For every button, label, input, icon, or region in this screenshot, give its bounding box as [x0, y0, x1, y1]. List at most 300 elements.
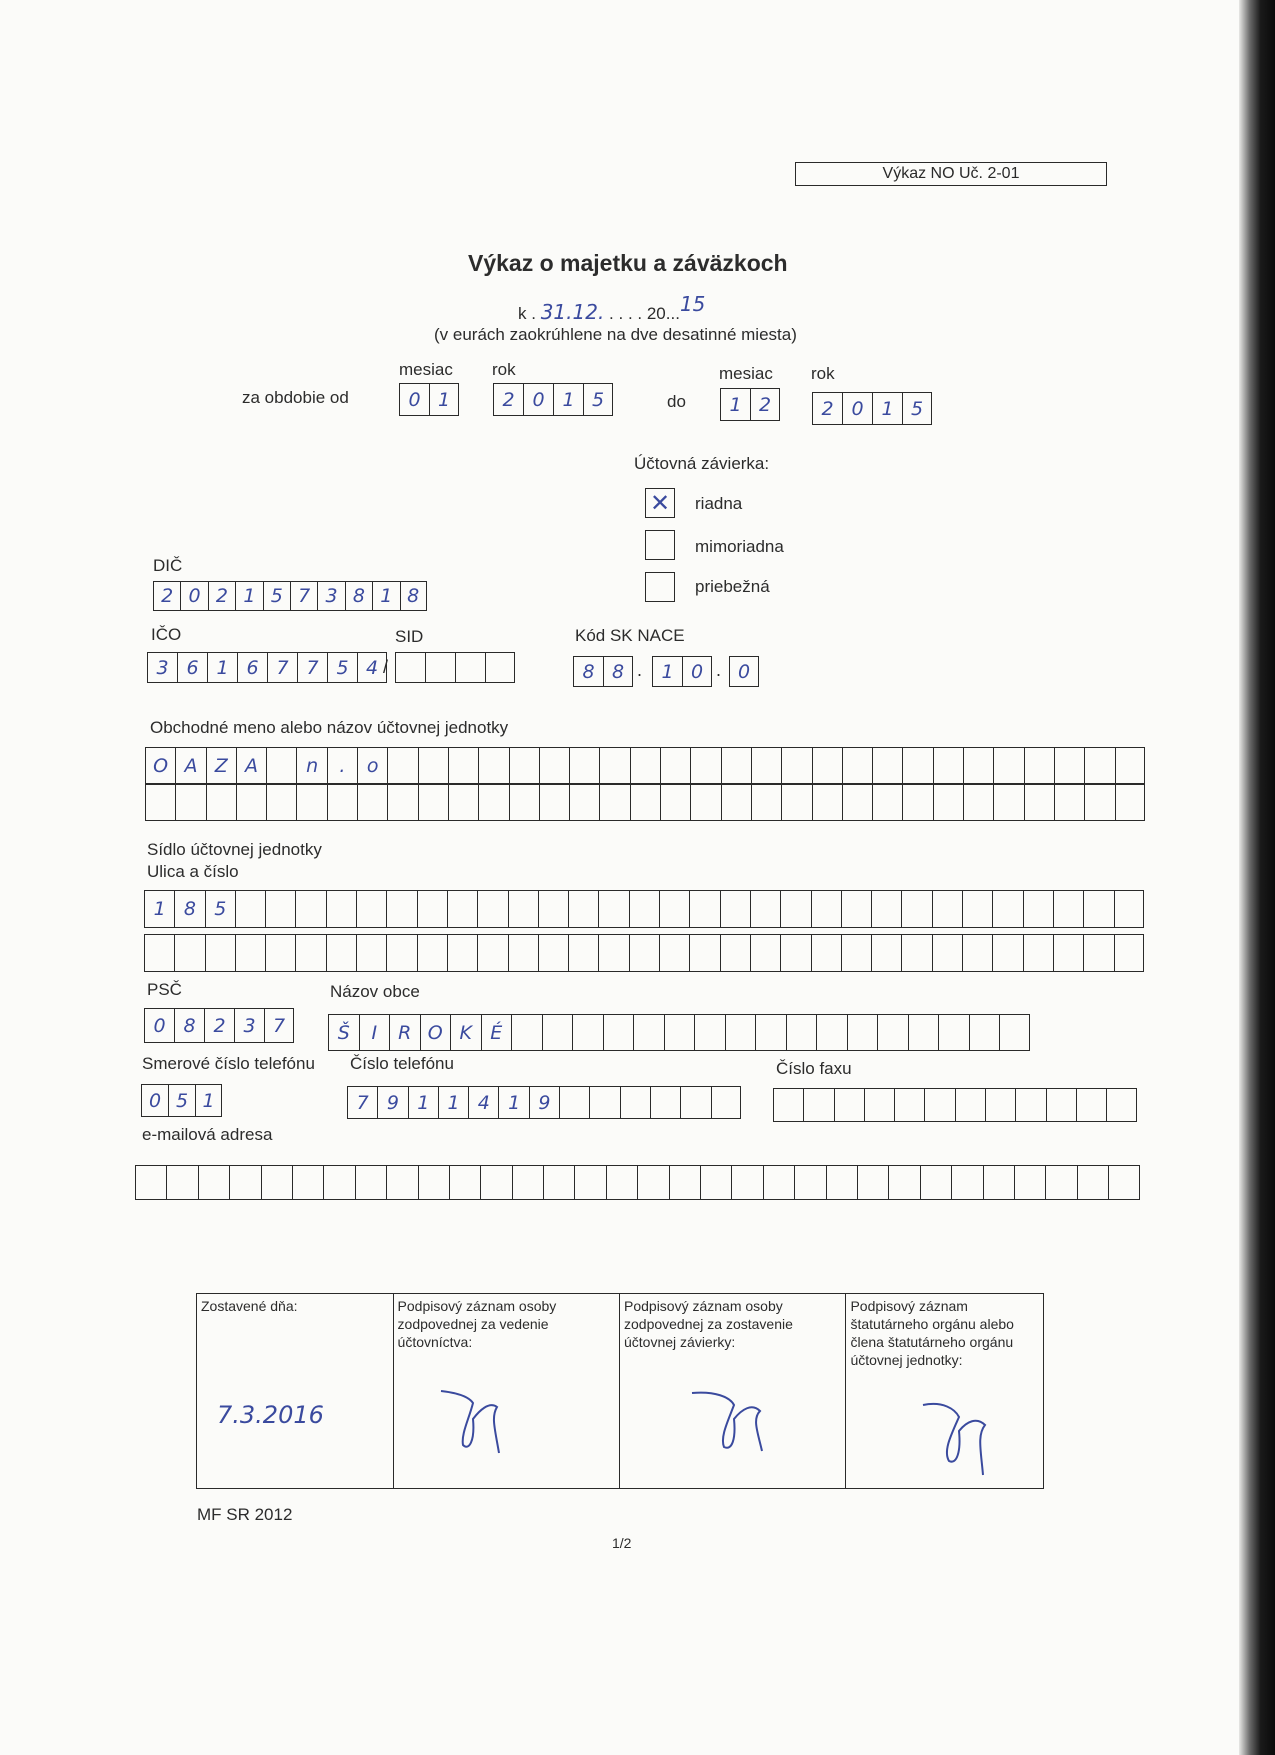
input-cell[interactable] — [901, 890, 931, 928]
input-cell[interactable]: 0 — [144, 1008, 174, 1043]
input-cell[interactable] — [920, 1165, 951, 1200]
input-cell[interactable] — [235, 890, 265, 928]
input-cell[interactable] — [951, 1165, 982, 1200]
input-cell[interactable] — [689, 934, 719, 972]
input-cell[interactable] — [205, 934, 235, 972]
phone-number-label: Číslo telefónu — [350, 1054, 454, 1073]
input-cell[interactable] — [1076, 1088, 1106, 1122]
input-cell[interactable]: A — [175, 747, 205, 784]
input-cell[interactable] — [198, 1165, 229, 1200]
input-cell[interactable]: 9 — [377, 1086, 407, 1119]
input-cell[interactable] — [478, 747, 508, 784]
input-cell[interactable] — [721, 747, 751, 784]
input-cell[interactable]: 0 — [729, 656, 759, 687]
input-cell[interactable]: 0 — [399, 383, 429, 416]
input-cell[interactable]: 5 — [902, 392, 932, 425]
input-cell[interactable] — [962, 934, 992, 972]
closing-option-riadna-label: riadna — [695, 494, 743, 513]
input-cell[interactable]: I — [359, 1014, 390, 1051]
input-cell[interactable] — [386, 1165, 417, 1200]
input-cell[interactable] — [720, 890, 750, 928]
input-cell[interactable] — [711, 1086, 741, 1119]
signature-statutory-cell — [846, 1294, 1043, 1488]
input-cell[interactable] — [924, 1088, 954, 1122]
input-cell[interactable] — [326, 934, 356, 972]
input-cell[interactable] — [720, 934, 750, 972]
input-cell[interactable] — [326, 890, 356, 928]
input-cell[interactable]: 1 — [144, 890, 174, 928]
nace-grid-part1[interactable] — [573, 656, 633, 687]
input-cell[interactable] — [175, 784, 205, 821]
input-cell[interactable]: K — [450, 1014, 481, 1051]
input-cell[interactable]: 5 — [583, 383, 613, 416]
input-cell[interactable] — [690, 784, 720, 821]
input-cell[interactable]: 2 — [208, 581, 235, 611]
input-cell[interactable]: 7 — [267, 652, 297, 683]
input-cell[interactable] — [606, 1165, 637, 1200]
input-cell[interactable]: É — [481, 1014, 512, 1051]
input-cell[interactable] — [539, 784, 569, 821]
input-cell[interactable] — [599, 784, 629, 821]
input-cell[interactable] — [725, 1014, 756, 1051]
city-grid[interactable] — [328, 1014, 1030, 1051]
signature-mark — [439, 1389, 519, 1459]
input-cell[interactable] — [680, 1086, 710, 1119]
input-cell[interactable]: 1 — [498, 1086, 528, 1119]
input-cell[interactable] — [763, 1165, 794, 1200]
closing-option-priebezna-checkbox[interactable] — [645, 572, 675, 602]
nace-grid-part3[interactable] — [729, 656, 759, 687]
input-cell[interactable] — [357, 784, 387, 821]
street-row-2[interactable] — [144, 934, 1144, 972]
input-cell[interactable] — [574, 1165, 605, 1200]
input-cell[interactable] — [750, 934, 780, 972]
input-cell[interactable] — [894, 1088, 924, 1122]
input-cell[interactable] — [206, 784, 236, 821]
input-cell[interactable]: 3 — [234, 1008, 264, 1043]
input-cell[interactable] — [589, 1086, 619, 1119]
input-cell[interactable] — [296, 784, 326, 821]
input-cell[interactable] — [261, 1165, 292, 1200]
input-cell[interactable] — [755, 1014, 786, 1051]
input-cell[interactable] — [229, 1165, 260, 1200]
input-cell[interactable] — [511, 1014, 542, 1051]
input-cell[interactable] — [660, 747, 690, 784]
input-cell[interactable] — [650, 1086, 680, 1119]
input-cell[interactable] — [386, 890, 416, 928]
input-cell[interactable] — [834, 1088, 864, 1122]
input-cell[interactable] — [568, 934, 598, 972]
input-cell[interactable] — [174, 934, 204, 972]
input-cell[interactable] — [508, 890, 538, 928]
input-cell[interactable] — [266, 747, 296, 784]
input-cell[interactable] — [794, 1165, 825, 1200]
compiled-date-cell — [197, 1294, 394, 1488]
input-cell[interactable] — [751, 747, 781, 784]
input-cell[interactable]: O — [145, 747, 175, 784]
input-cell[interactable] — [955, 1088, 985, 1122]
input-cell[interactable]: 0 — [523, 383, 553, 416]
input-cell[interactable]: 1 — [235, 581, 262, 611]
closing-option-riadna-checkbox[interactable] — [645, 488, 675, 518]
input-cell[interactable] — [135, 1165, 166, 1200]
input-cell[interactable] — [166, 1165, 197, 1200]
fax-grid[interactable] — [773, 1088, 1137, 1122]
from-month-grid[interactable] — [399, 383, 459, 416]
input-cell[interactable]: 3 — [147, 652, 177, 683]
input-cell[interactable] — [847, 1014, 878, 1051]
input-cell[interactable]: 1 — [429, 383, 459, 416]
input-cell[interactable] — [559, 1086, 589, 1119]
input-cell[interactable]: 8 — [174, 1008, 204, 1043]
input-cell[interactable] — [1108, 1165, 1139, 1200]
input-cell[interactable]: 5 — [205, 890, 235, 928]
input-cell[interactable] — [629, 934, 659, 972]
input-cell[interactable] — [841, 890, 871, 928]
input-cell[interactable] — [938, 1014, 969, 1051]
input-cell[interactable] — [901, 934, 931, 972]
input-cell[interactable] — [1084, 747, 1114, 784]
input-cell[interactable]: . — [327, 747, 357, 784]
input-cell[interactable] — [871, 934, 901, 972]
input-cell[interactable]: 1 — [872, 392, 902, 425]
input-cell[interactable] — [569, 784, 599, 821]
year-label-from: rok — [492, 360, 516, 379]
input-cell[interactable] — [356, 934, 386, 972]
input-cell[interactable] — [448, 747, 478, 784]
input-cell[interactable] — [669, 1165, 700, 1200]
input-cell[interactable] — [478, 784, 508, 821]
input-cell[interactable]: 6 — [237, 652, 267, 683]
input-cell[interactable] — [816, 1014, 847, 1051]
input-cell[interactable] — [387, 747, 417, 784]
ico-label: IČO — [151, 625, 182, 644]
input-cell[interactable] — [660, 784, 690, 821]
input-cell[interactable] — [933, 784, 963, 821]
input-cell[interactable] — [1106, 1088, 1136, 1122]
input-cell[interactable] — [812, 747, 842, 784]
input-cell[interactable]: 1 — [720, 388, 750, 421]
input-cell[interactable] — [992, 890, 1022, 928]
input-cell[interactable] — [1054, 747, 1084, 784]
input-cell[interactable] — [387, 784, 417, 821]
input-cell[interactable] — [144, 934, 174, 972]
input-cell[interactable] — [983, 1165, 1014, 1200]
input-cell[interactable] — [538, 934, 568, 972]
input-cell[interactable] — [448, 784, 478, 821]
input-cell[interactable]: 9 — [529, 1086, 559, 1119]
k-value: 31.12. — [540, 300, 605, 324]
compiled-date-value: 7.3.2016 — [217, 1401, 324, 1429]
seat-label: Sídlo účtovnej jednotky — [147, 840, 322, 859]
input-cell[interactable] — [842, 784, 872, 821]
input-cell[interactable] — [603, 1014, 634, 1051]
input-cell[interactable] — [1054, 784, 1084, 821]
input-cell[interactable] — [689, 890, 719, 928]
name-row-1[interactable] — [145, 747, 1145, 784]
input-cell[interactable] — [811, 934, 841, 972]
input-cell[interactable]: 2 — [153, 581, 180, 611]
ico-grid[interactable] — [147, 652, 387, 683]
input-cell[interactable] — [969, 1014, 1000, 1051]
input-cell[interactable] — [902, 747, 932, 784]
input-cell[interactable]: 0 — [180, 581, 207, 611]
input-cell[interactable] — [985, 1088, 1015, 1122]
input-cell[interactable] — [872, 747, 902, 784]
input-cell[interactable] — [418, 1165, 449, 1200]
input-cell[interactable] — [803, 1088, 833, 1122]
input-cell[interactable]: 0 — [682, 656, 712, 687]
input-cell[interactable] — [1023, 890, 1053, 928]
year-label-to: rok — [811, 364, 835, 383]
input-cell[interactable] — [826, 1165, 857, 1200]
input-cell[interactable] — [236, 784, 266, 821]
input-cell[interactable] — [781, 784, 811, 821]
input-cell[interactable] — [1053, 934, 1083, 972]
input-cell[interactable] — [508, 934, 538, 972]
sid-separator: / — [383, 657, 389, 677]
input-cell[interactable] — [542, 1014, 573, 1051]
input-cell[interactable] — [1115, 784, 1145, 821]
input-cell[interactable]: 1 — [553, 383, 583, 416]
input-cell[interactable] — [630, 747, 660, 784]
input-cell[interactable]: A — [236, 747, 266, 784]
input-cell[interactable]: 2 — [812, 392, 842, 425]
input-cell[interactable]: 1 — [195, 1084, 222, 1117]
input-cell[interactable] — [265, 890, 295, 928]
input-cell[interactable] — [633, 1014, 664, 1051]
input-cell[interactable] — [509, 784, 539, 821]
input-cell[interactable] — [872, 784, 902, 821]
input-cell[interactable]: 1 — [372, 581, 399, 611]
input-cell[interactable] — [1024, 784, 1054, 821]
input-cell[interactable] — [395, 652, 425, 683]
name-label: Obchodné meno alebo názov účtovnej jednotky — [150, 718, 509, 737]
input-cell[interactable]: Š — [328, 1014, 359, 1051]
input-cell[interactable] — [292, 1165, 323, 1200]
input-cell[interactable] — [1045, 1165, 1076, 1200]
input-cell[interactable]: 5 — [327, 652, 357, 683]
input-cell[interactable] — [993, 784, 1023, 821]
input-cell[interactable]: 1 — [207, 652, 237, 683]
input-cell[interactable]: 8 — [174, 890, 204, 928]
input-cell[interactable] — [572, 1014, 603, 1051]
input-cell[interactable] — [1024, 747, 1054, 784]
input-cell[interactable] — [425, 652, 455, 683]
input-cell[interactable]: 4 — [357, 652, 387, 683]
input-cell[interactable] — [694, 1014, 725, 1051]
input-cell[interactable]: 0 — [141, 1084, 168, 1117]
input-cell[interactable]: 2 — [493, 383, 523, 416]
input-cell[interactable] — [664, 1014, 695, 1051]
input-cell[interactable] — [327, 784, 357, 821]
input-cell[interactable] — [1083, 934, 1113, 972]
to-year-grid[interactable] — [812, 392, 932, 425]
input-cell[interactable] — [543, 1165, 574, 1200]
input-cell[interactable] — [721, 784, 751, 821]
input-cell[interactable] — [418, 747, 448, 784]
input-cell[interactable] — [356, 890, 386, 928]
to-month-grid[interactable] — [720, 388, 780, 421]
input-cell[interactable] — [455, 652, 485, 683]
input-cell[interactable] — [1115, 747, 1145, 784]
input-cell[interactable] — [1053, 890, 1083, 928]
input-cell[interactable] — [780, 934, 810, 972]
input-cell[interactable] — [1114, 934, 1144, 972]
input-cell[interactable]: 7 — [290, 581, 317, 611]
input-cell[interactable] — [266, 784, 296, 821]
signature-mark — [690, 1389, 780, 1459]
street-row-1[interactable] — [144, 890, 1144, 928]
input-cell[interactable] — [962, 890, 992, 928]
input-cell[interactable] — [963, 747, 993, 784]
input-cell[interactable]: Z — [206, 747, 236, 784]
input-cell[interactable] — [773, 1088, 803, 1122]
input-cell[interactable] — [1083, 890, 1113, 928]
input-cell[interactable] — [509, 747, 539, 784]
input-cell[interactable]: 3 — [317, 581, 344, 611]
input-cell[interactable] — [265, 934, 295, 972]
input-cell[interactable] — [1084, 784, 1114, 821]
input-cell[interactable] — [629, 890, 659, 928]
input-cell[interactable] — [780, 890, 810, 928]
input-cell[interactable] — [485, 652, 515, 683]
input-cell[interactable]: 8 — [345, 581, 372, 611]
input-cell[interactable] — [992, 934, 1022, 972]
input-cell[interactable] — [731, 1165, 762, 1200]
input-cell[interactable]: 4 — [468, 1086, 498, 1119]
input-cell[interactable] — [295, 890, 325, 928]
input-cell[interactable] — [842, 747, 872, 784]
closing-option-mimoriadna-checkbox[interactable] — [645, 530, 675, 560]
currency-note: (v eurách zaokrúhlene na dve desatinné miesta) — [434, 325, 797, 344]
dic-grid[interactable] — [153, 581, 427, 611]
email-grid[interactable] — [135, 1165, 1140, 1200]
input-cell[interactable]: o — [357, 747, 387, 784]
input-cell[interactable] — [477, 890, 507, 928]
input-cell[interactable] — [786, 1014, 817, 1051]
input-cell[interactable] — [447, 934, 477, 972]
input-cell[interactable]: 0 — [842, 392, 872, 425]
input-cell[interactable] — [449, 1165, 480, 1200]
input-cell[interactable] — [418, 784, 448, 821]
input-cell[interactable]: O — [420, 1014, 451, 1051]
phone-number-grid[interactable] — [347, 1086, 741, 1119]
input-cell[interactable] — [812, 784, 842, 821]
input-cell[interactable] — [963, 784, 993, 821]
input-cell[interactable]: R — [389, 1014, 420, 1051]
input-cell[interactable]: 1 — [652, 656, 682, 687]
name-row-2[interactable] — [145, 784, 1145, 821]
input-cell[interactable] — [781, 747, 811, 784]
input-cell[interactable] — [355, 1165, 386, 1200]
input-cell[interactable]: 1 — [438, 1086, 468, 1119]
input-cell[interactable] — [637, 1165, 668, 1200]
input-cell[interactable] — [417, 890, 447, 928]
input-cell[interactable] — [932, 890, 962, 928]
psc-grid[interactable] — [144, 1008, 294, 1043]
input-cell[interactable] — [1015, 1088, 1045, 1122]
input-cell[interactable] — [1114, 890, 1144, 928]
input-cell[interactable] — [659, 890, 689, 928]
input-cell[interactable] — [690, 747, 720, 784]
input-cell[interactable] — [993, 747, 1023, 784]
input-cell[interactable] — [811, 890, 841, 928]
input-cell[interactable] — [386, 934, 416, 972]
signature-accounting-cell — [394, 1294, 620, 1488]
input-cell[interactable] — [700, 1165, 731, 1200]
input-cell[interactable]: n — [296, 747, 326, 784]
input-cell[interactable]: 2 — [204, 1008, 234, 1043]
scan-edge — [1239, 0, 1275, 1755]
input-cell[interactable] — [1014, 1165, 1045, 1200]
input-cell[interactable]: 8 — [603, 656, 633, 687]
input-cell[interactable] — [932, 934, 962, 972]
input-cell[interactable] — [569, 747, 599, 784]
input-cell[interactable] — [871, 890, 901, 928]
input-cell[interactable]: 8 — [573, 656, 603, 687]
input-cell[interactable]: 5 — [263, 581, 290, 611]
input-cell[interactable] — [630, 784, 660, 821]
input-cell[interactable] — [659, 934, 689, 972]
input-cell[interactable] — [857, 1165, 888, 1200]
input-cell[interactable] — [908, 1014, 939, 1051]
input-cell[interactable] — [598, 890, 628, 928]
input-cell[interactable] — [323, 1165, 354, 1200]
input-cell[interactable] — [568, 890, 598, 928]
input-cell[interactable]: 7 — [264, 1008, 294, 1043]
input-cell[interactable]: 1 — [408, 1086, 438, 1119]
input-cell[interactable] — [598, 934, 628, 972]
input-cell[interactable] — [538, 890, 568, 928]
phone-area-grid[interactable] — [141, 1084, 222, 1117]
input-cell[interactable] — [888, 1165, 919, 1200]
input-cell[interactable] — [599, 747, 629, 784]
input-cell[interactable] — [1077, 1165, 1108, 1200]
nace-grid-part2[interactable] — [652, 656, 712, 687]
input-cell[interactable]: 7 — [347, 1086, 377, 1119]
input-cell[interactable] — [902, 784, 932, 821]
input-cell[interactable]: 8 — [400, 581, 427, 611]
input-cell[interactable] — [864, 1088, 894, 1122]
input-cell[interactable] — [539, 747, 569, 784]
input-cell[interactable] — [512, 1165, 543, 1200]
input-cell[interactable] — [1023, 934, 1053, 972]
input-cell[interactable] — [477, 934, 507, 972]
input-cell[interactable]: 5 — [168, 1084, 195, 1117]
sid-grid[interactable] — [395, 652, 515, 683]
input-cell[interactable] — [480, 1165, 511, 1200]
street-label: Ulica a číslo — [147, 862, 239, 881]
input-cell[interactable] — [841, 934, 871, 972]
input-cell[interactable] — [145, 784, 175, 821]
input-cell[interactable]: 2 — [750, 388, 780, 421]
input-cell[interactable] — [620, 1086, 650, 1119]
input-cell[interactable] — [235, 934, 265, 972]
input-cell[interactable] — [1046, 1088, 1076, 1122]
input-cell[interactable]: 7 — [297, 652, 327, 683]
input-cell[interactable] — [447, 890, 477, 928]
input-cell[interactable] — [295, 934, 325, 972]
input-cell[interactable] — [877, 1014, 908, 1051]
input-cell[interactable] — [750, 890, 780, 928]
input-cell[interactable] — [933, 747, 963, 784]
input-cell[interactable] — [417, 934, 447, 972]
input-cell[interactable] — [999, 1014, 1030, 1051]
input-cell[interactable]: 6 — [177, 652, 207, 683]
input-cell[interactable] — [751, 784, 781, 821]
from-year-grid[interactable] — [493, 383, 613, 416]
